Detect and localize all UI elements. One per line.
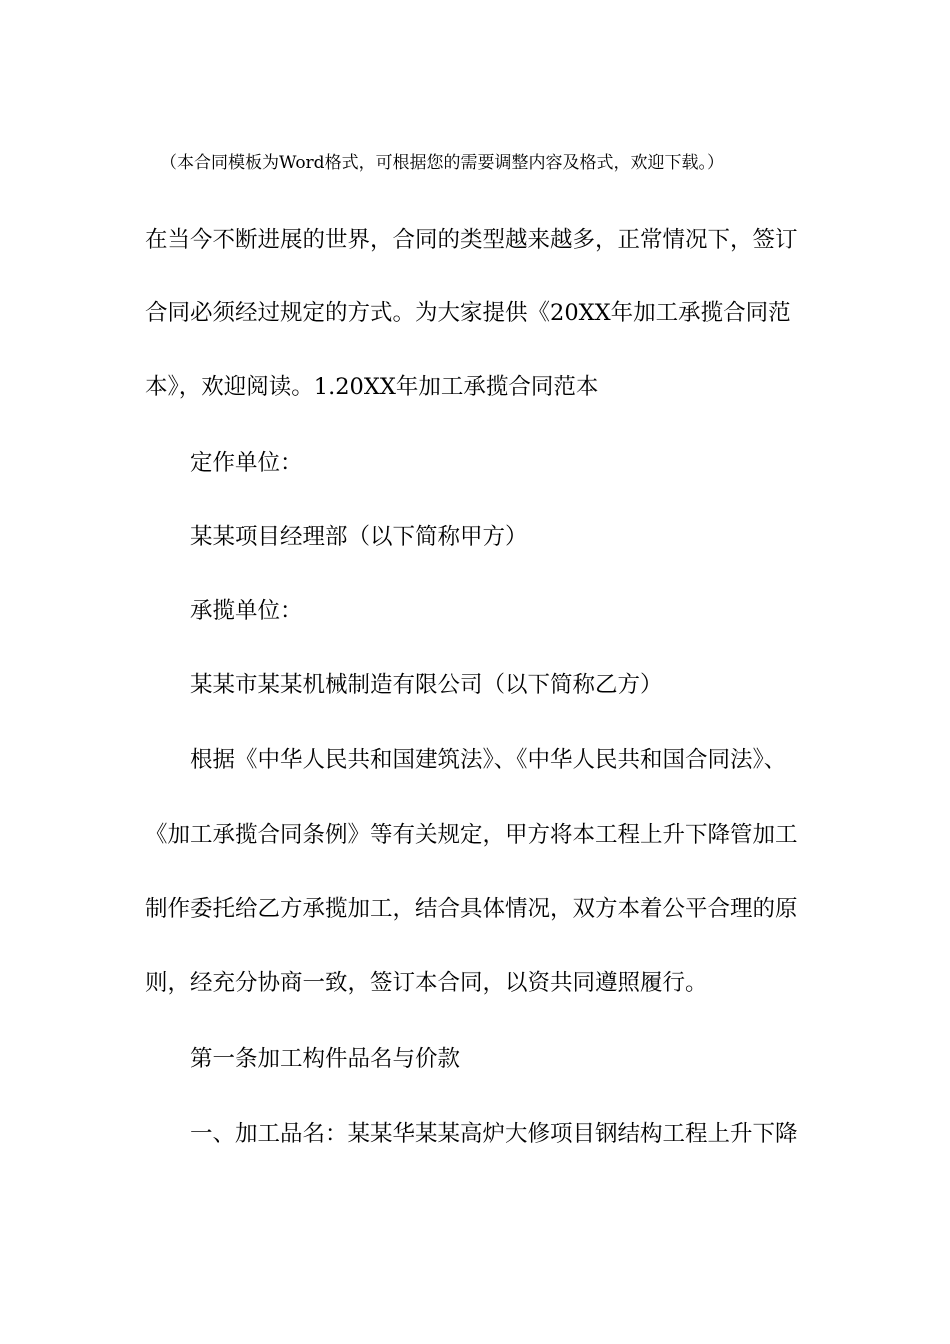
contractor-name: 某某市某某机械制造有限公司（以下简称乙方） xyxy=(190,672,663,698)
body-line-3: 本》，欢迎阅读。1.20XX年加工承揽合同范本 xyxy=(145,374,599,400)
basis-line-2: 《加工承揽合同条例》等有关规定，甲方将本工程上升下降管加工 xyxy=(145,822,798,848)
basis-line-1: 根据《中华人民共和国建筑法》、《中华人民共和国合同法》、 xyxy=(190,747,787,773)
contractor-label: 承揽单位： xyxy=(190,598,303,624)
client-label: 定作单位： xyxy=(190,450,303,476)
body-line-1: 在当今不断进展的世界，合同的类型越来越多，正常情况下，签订 xyxy=(145,227,798,253)
template-note: （本合同模板为Word格式，可根据您的需要调整内容及格式，欢迎下载。） xyxy=(160,153,725,173)
body-line-2: 合同必须经过规定的方式。为大家提供《20XX年加工承揽合同范 xyxy=(145,300,791,326)
article-1-item-1: 一、加工品名：某某华某某高炉大修项目钢结构工程上升下降 xyxy=(190,1121,798,1147)
basis-line-3: 制作委托给乙方承揽加工，结合具体情况，双方本着公平合理的原 xyxy=(145,896,798,922)
basis-line-4: 则，经充分协商一致，签订本合同，以资共同遵照履行。 xyxy=(145,970,708,996)
article-1-heading: 第一条加工构件品名与价款 xyxy=(190,1046,461,1072)
client-name: 某某项目经理部（以下简称甲方） xyxy=(190,524,528,550)
